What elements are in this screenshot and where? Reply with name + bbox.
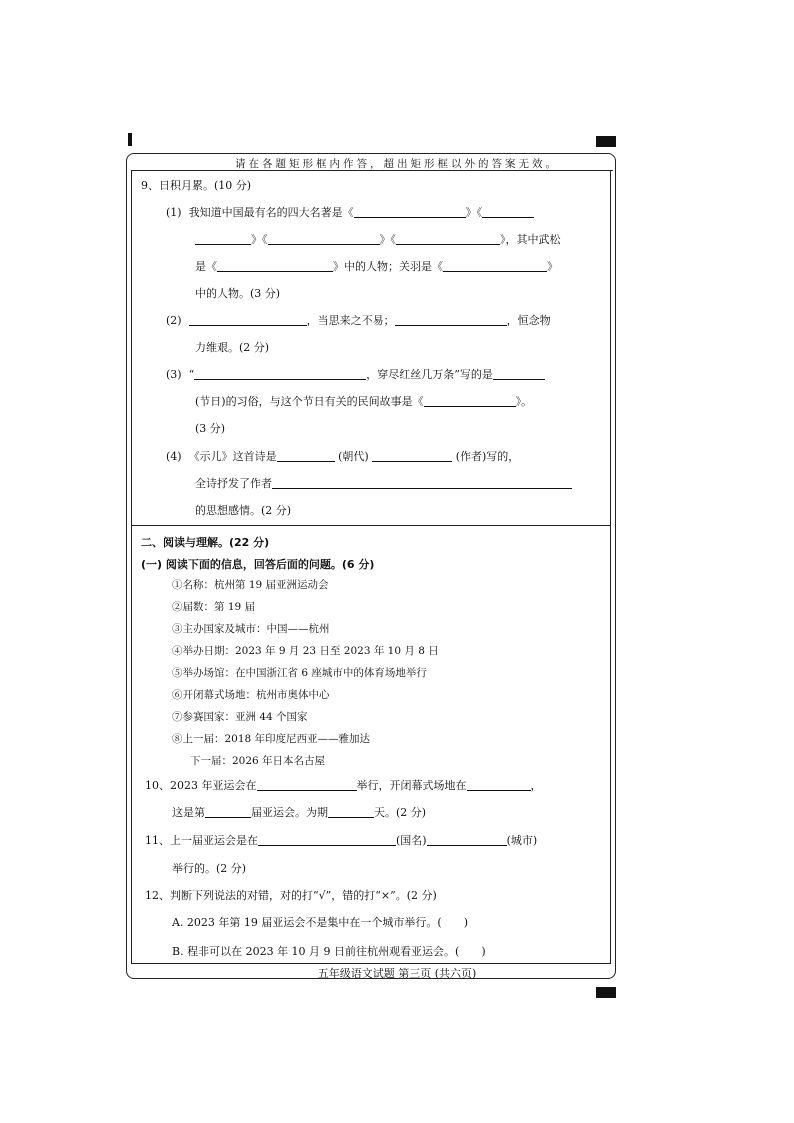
header-note: 请在各题矩形框内作答，超出矩形框以外的答案无效。 (235, 158, 559, 170)
q9-3-line-b (195, 393, 532, 409)
info-item: 下一届：2026 年日本名古屋 (190, 755, 326, 767)
answer-blank[interactable] (205, 805, 251, 818)
q9-2-text-a1: ，当思来之不易； (306, 314, 395, 327)
section2-box-bottom-border (131, 963, 611, 964)
q11-text-a1: 11、上一届亚运会是在 (145, 834, 258, 847)
answer-blank[interactable] (443, 259, 547, 272)
registration-mark-bottom-right (596, 987, 616, 998)
q9-box-bottom-border (131, 525, 611, 526)
answer-blank[interactable] (217, 259, 333, 272)
q10-text-b1: 这是第 (172, 806, 205, 819)
answer-blank[interactable] (257, 778, 357, 791)
answer-blank[interactable] (424, 394, 516, 407)
q11-text-a2: (国名) (396, 834, 427, 847)
section2-box-left-border (131, 526, 132, 964)
page-footer: 五年级语文试题 第三页 (共六页) (317, 967, 477, 980)
info-item: ①名称：杭州第 19 届亚洲运动会 (172, 579, 329, 591)
q9-1-text-b3: 》，其中武松 (500, 233, 561, 246)
q9-1-line-d: 中的人物。(3 分) (195, 287, 281, 300)
q9-1-text-c3: 》 (547, 260, 558, 273)
q10-text-a3: ， (530, 779, 542, 792)
section2-title: 二、阅读与理解。(22 分) (141, 536, 270, 549)
q9-2-line-a (166, 312, 551, 328)
q9-4-text-a3: (作者)写的， (455, 450, 520, 463)
section2-part1-heading: (一) 阅读下面的信息，回答后面的问题。(6 分) (141, 558, 375, 571)
info-item: ②届数：第 19 届 (172, 601, 256, 613)
q9-title: 9、日积月累。(10 分) (141, 179, 252, 192)
q10-text-a2: 举行，开闭幕式场地在 (356, 779, 467, 792)
answer-blank[interactable] (372, 449, 452, 462)
q9-4-line-a (166, 448, 519, 464)
q9-2-text-a2: ，恒念物 (506, 314, 551, 327)
q11-line-a (145, 832, 537, 848)
answer-blank[interactable] (328, 805, 374, 818)
answer-blank[interactable] (268, 232, 380, 245)
answer-blank[interactable] (396, 232, 500, 245)
q9-3-line-a (166, 366, 545, 382)
q10-line-b (172, 804, 426, 820)
header-divider (131, 170, 613, 171)
answer-blank[interactable] (493, 367, 545, 380)
q9-1-line-a (166, 204, 534, 220)
info-item: ⑤举办场馆：在中国浙江省 6 座城市中的体育场地举行 (172, 667, 427, 679)
answer-blank[interactable] (354, 205, 466, 218)
q11-text-a3: (城市) (506, 834, 538, 847)
q9-2-number: (2) (166, 314, 182, 327)
q10-text-b2: 届亚运会。为期 (251, 806, 328, 819)
answer-blank[interactable] (277, 449, 335, 462)
q9-1-line-b (195, 231, 561, 247)
q12-statement-a[interactable]: A. 2023 年第 19 届亚运会不是集中在一个城市举行。( ) (172, 916, 468, 929)
q9-4-line-c: 的思想感情。(2 分) (195, 504, 292, 517)
q12-title: 12、判断下列说法的对错，对的打“√”，错的打“×”。(2 分) (145, 889, 437, 902)
q9-1-text-a2: 》《 (465, 206, 483, 219)
info-item: ④举办日期：2023 年 9 月 23 日至 2023 年 10 月 8 日 (172, 645, 439, 657)
q9-4-number: (4) (166, 450, 182, 463)
registration-mark-top-right (596, 136, 616, 147)
q9-3-text-b2: 》。 (515, 395, 533, 408)
q12-statement-b[interactable]: B. 程非可以在 2023 年 10 月 9 日前往杭州观看亚运会。( ) (172, 945, 486, 958)
answer-blank[interactable] (427, 833, 507, 846)
section2-box-right-border (610, 526, 611, 964)
q11-line-b: 举行的。(2 分) (172, 862, 247, 875)
q9-1-text-a1: 我知道中国最有名的四大名著是《 (188, 206, 354, 219)
q9-1-text-c2: 》中的人物；关羽是《 (333, 260, 443, 273)
q9-3-text-a1: ，穿尽红丝几万条”写的是 (366, 368, 493, 381)
info-item: ⑥开闭幕式场地：杭州市奥体中心 (172, 689, 330, 701)
answer-blank[interactable] (395, 313, 507, 326)
answer-blank[interactable] (258, 833, 396, 846)
registration-mark-top-left (128, 133, 132, 146)
answer-blank[interactable] (467, 778, 531, 791)
q9-3-text-b1: (节日)的习俗，与这个节日有关的民间故事是《 (195, 395, 424, 408)
q9-4-text-a1: 《示儿》这首诗是 (188, 450, 277, 463)
q9-1-line-c (195, 258, 558, 274)
q9-4-line-b (195, 475, 572, 491)
q9-4-text-a2: (朝代) (338, 450, 369, 463)
q9-1-text-c1: 是《 (195, 260, 217, 273)
answer-blank[interactable] (194, 367, 366, 380)
answer-blank[interactable] (482, 205, 534, 218)
q9-3-text-a0: “ (188, 368, 195, 381)
q9-3-line-c: (3 分) (195, 422, 226, 435)
info-item: ③主办国家及城市：中国——杭州 (172, 623, 330, 635)
q10-text-b3: 天。(2 分) (374, 806, 427, 819)
q9-1-text-b1: 》《 (251, 233, 268, 246)
info-item: ⑧上一届：2018 年印度尼西亚——雅加达 (172, 733, 371, 745)
info-item: ⑦参赛国家：亚洲 44 个国家 (172, 711, 308, 723)
answer-blank[interactable] (272, 476, 572, 489)
answer-blank[interactable] (189, 313, 307, 326)
answer-blank[interactable] (195, 232, 251, 245)
q9-2-line-b: 力维艰。(2 分) (195, 341, 270, 354)
q9-4-text-b: 全诗抒发了作者 (195, 477, 272, 490)
q9-box-right-border (610, 170, 611, 526)
q9-1-number: (1) (166, 206, 182, 219)
q9-box-left-border (131, 170, 132, 526)
q10-text-a1: 10、2023 年亚运会在 (145, 779, 257, 792)
q9-1-text-b2: 》《 (379, 233, 396, 246)
q10-line-a (145, 777, 542, 793)
q9-3-number: (3) (166, 368, 182, 381)
